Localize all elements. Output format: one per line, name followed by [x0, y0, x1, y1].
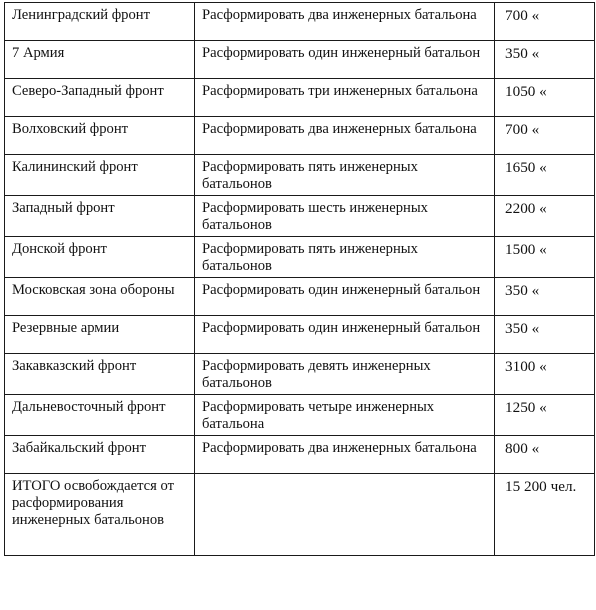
count-cell: 1500 « [495, 237, 595, 278]
action-cell: Расформировать три инженерных батальона [195, 79, 495, 117]
total-count-cell: 15 200 чел. [495, 474, 595, 556]
count-cell: 3100 « [495, 354, 595, 395]
action-cell: Расформировать девять инженерных батальонов [195, 354, 495, 395]
table-row [5, 117, 595, 155]
disbandment-table [4, 2, 595, 556]
action-cell: Расформировать пять инженерных батальонов [195, 155, 495, 196]
action-cell: Расформировать один инженерный батальон [195, 316, 495, 354]
count-cell: 350 « [495, 41, 595, 79]
unit-cell: Ленинградский фронт [5, 3, 195, 41]
count-cell: 350 « [495, 278, 595, 316]
unit-cell: Калининский фронт [5, 155, 195, 196]
total-row [5, 474, 595, 556]
total-label-cell: ИТОГО освобождается от расформирования инженерных батальонов [5, 474, 195, 556]
table-row [5, 354, 595, 395]
table-row [5, 41, 595, 79]
total-empty-cell [195, 474, 495, 556]
unit-cell: Резервные армии [5, 316, 195, 354]
unit-cell: Западный фронт [5, 196, 195, 237]
table-row [5, 3, 595, 41]
action-cell: Расформировать четыре инженерных батальона [195, 395, 495, 436]
action-cell: Расформировать два инженерных батальона [195, 3, 495, 41]
count-cell: 1050 « [495, 79, 595, 117]
table-row [5, 278, 595, 316]
count-cell: 1650 « [495, 155, 595, 196]
action-cell: Расформировать пять инженерных батальонов [195, 237, 495, 278]
table-row [5, 436, 595, 474]
count-cell: 350 « [495, 316, 595, 354]
unit-cell: Закавказский фронт [5, 354, 195, 395]
unit-cell: Донской фронт [5, 237, 195, 278]
table-row [5, 155, 595, 196]
table-row [5, 316, 595, 354]
count-cell: 800 « [495, 436, 595, 474]
action-cell: Расформировать один инженерный батальон [195, 41, 495, 79]
unit-cell: Волховский фронт [5, 117, 195, 155]
unit-cell: Забайкальский фронт [5, 436, 195, 474]
unit-cell: Северо-Западный фронт [5, 79, 195, 117]
count-cell: 700 « [495, 117, 595, 155]
table-row [5, 79, 595, 117]
unit-cell: Дальневосточный фронт [5, 395, 195, 436]
table-row [5, 196, 595, 237]
unit-cell: 7 Армия [5, 41, 195, 79]
table-row [5, 395, 595, 436]
count-cell: 2200 « [495, 196, 595, 237]
action-cell: Расформировать один инженерный батальон [195, 278, 495, 316]
unit-cell: Московская зона обороны [5, 278, 195, 316]
count-cell: 700 « [495, 3, 595, 41]
action-cell: Расформировать шесть инженерных батальонов [195, 196, 495, 237]
action-cell: Расформировать два инженерных батальона [195, 117, 495, 155]
action-cell: Расформировать два инженерных батальона [195, 436, 495, 474]
count-cell: 1250 « [495, 395, 595, 436]
table-row [5, 237, 595, 278]
